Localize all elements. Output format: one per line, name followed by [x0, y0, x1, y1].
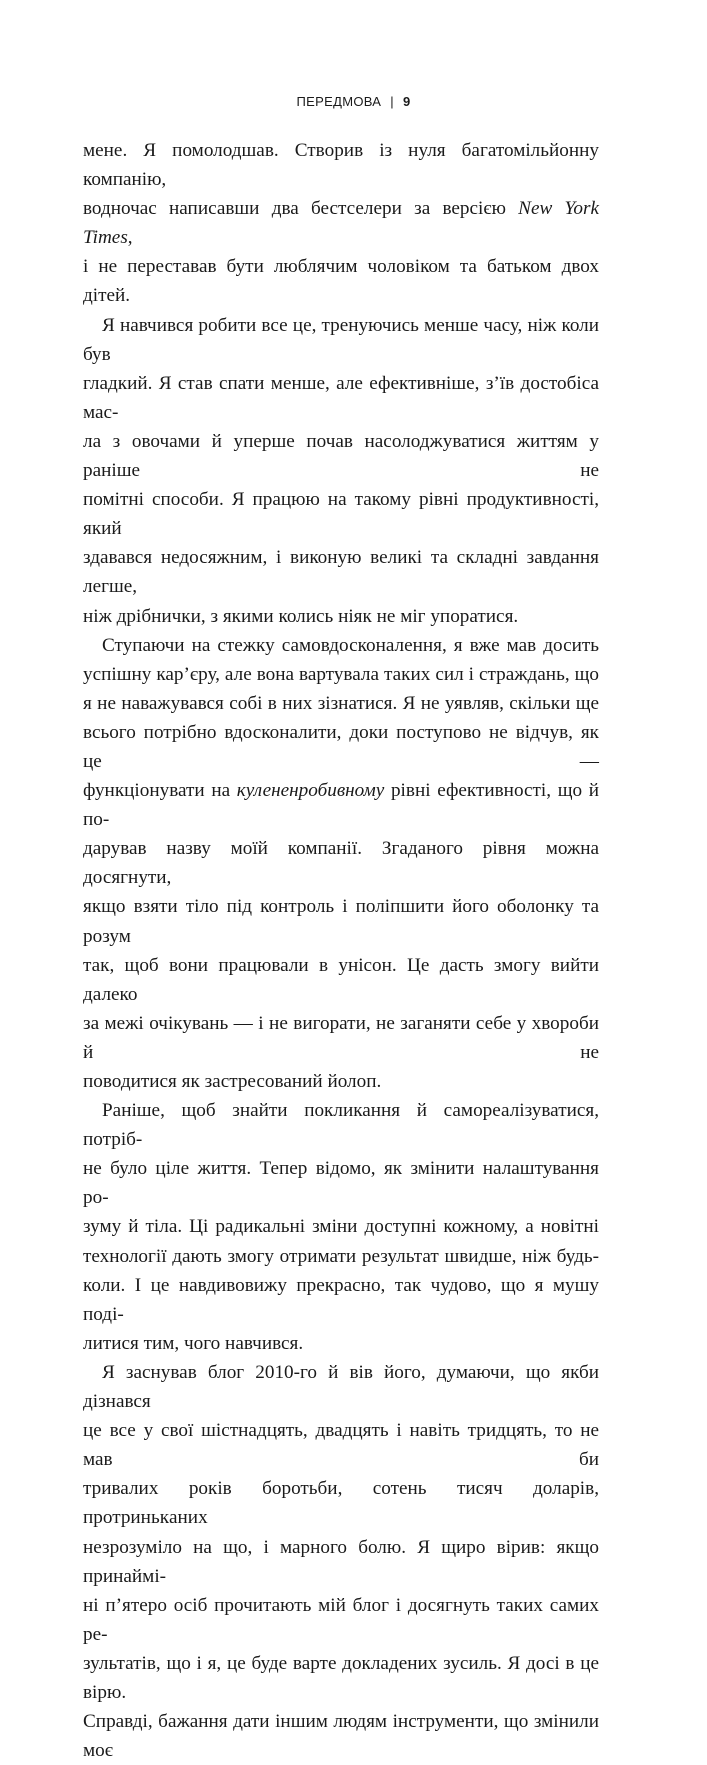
text-line: технології дають змогу отримати результат швидше, ніж будь-	[83, 1245, 599, 1267]
italic-word: кулененробивному	[236, 780, 385, 802]
text-line: за межі очікувань — і не вигорати, не заганяти себе у хвороби й не	[83, 1012, 599, 1063]
running-header	[0, 94, 707, 109]
text-line: зультатів, що і я, це буде варте докладених зусиль. Я досі в це вірю.	[83, 1652, 599, 1703]
text-line: ні п’ятеро осіб прочитають мій блог і досягнуть таких самих ре-	[83, 1594, 599, 1645]
text-line: не було ціле життя. Тепер відомо, як змінити налаштування ро-	[83, 1158, 599, 1209]
text-line: Я заснував блог 2010-го й вів його, думаючи, що якби дізнався	[83, 1361, 599, 1413]
page-number: 9	[402, 94, 411, 109]
text-line: зуму й тіла. Ці радикальні зміни доступні кожному, а новітні	[83, 1216, 599, 1238]
text-line: і не переставав бути люблячим чоловіком та батьком двох дітей.	[83, 256, 599, 307]
header-separator: |	[390, 94, 394, 109]
text-line: так, щоб вони працювали в унісон. Це дасть змогу вийти далеко	[83, 954, 599, 1005]
text-line: дарував назву моїй компанії. Згаданого рівня можна досягнути,	[83, 838, 599, 889]
text-line: здавався недосяжним, і виконую великі та складні завдання легше,	[83, 547, 599, 598]
text-line: тривалих років боротьби, сотень тисяч доларів, протринькaних	[83, 1478, 599, 1529]
text-line: Справді, бажання дати іншим людям інструменти, що змінили моє	[83, 1711, 599, 1762]
text-line: ла з овочами й уперше почав насолоджуватися життям у раніше не	[83, 430, 599, 482]
text-line: Ступаючи на стежку самовдосконалення, я вже мав досить	[102, 634, 599, 656]
text-line: гладкий. Я став спати менше, але ефективніше, з’їв достобіса мас-	[83, 372, 599, 423]
text-line: коли. І це навдивовижу прекрасно, так чудово, що я мушу поді-	[83, 1274, 599, 1325]
text-line: я не наважувався собі в них зізнатися. Я не уявляв, скільки ще	[83, 692, 599, 714]
text-line: Я навчився робити все це, тренуючись менше часу, ніж коли був	[83, 314, 599, 365]
text-line: успішну кар’єру, але вона вартувала таких сил і страждань, що	[83, 663, 599, 685]
text-line: якщо взяти тіло під контроль і поліпшити його оболонку та розум	[83, 896, 599, 947]
text-line: ніж дрібнички, з якими колись ніяк не міг упоратися.	[83, 605, 519, 627]
body-text	[83, 136, 599, 1765]
italic-title: New York Times	[83, 198, 599, 249]
text-line: це все у свої шістнадцять, двадцять і навіть тридцять, то не мав би	[83, 1420, 599, 1471]
text-line: незрозуміло на що, і марного болю. Я щиро вірив: якщо принаймі-	[83, 1536, 599, 1587]
text-line: функціонувати на кулененробивному рівні ефективності, що й по-	[83, 780, 599, 831]
text-line: мене. Я помолодшав. Створив із нуля багатомільйонну компанію,	[83, 140, 599, 191]
text-line: помітні способи. Я працюю на такому рівні продуктивності, який	[83, 489, 599, 540]
section-title: ПЕРЕДМОВА	[296, 94, 382, 109]
text-line: поводитися як застресований йолоп.	[83, 1071, 382, 1092]
text-line: Раніше, щоб знайти покликання й самореалізуватися, потріб-	[83, 1100, 599, 1151]
text-line: водночас написавши два бестселери за версією New York Times,	[83, 198, 599, 249]
text-line: литися тим, чого навчився.	[83, 1332, 304, 1354]
text-line: всього потрібно вдосконалити, доки поступово не відчув, як це —	[83, 721, 599, 772]
